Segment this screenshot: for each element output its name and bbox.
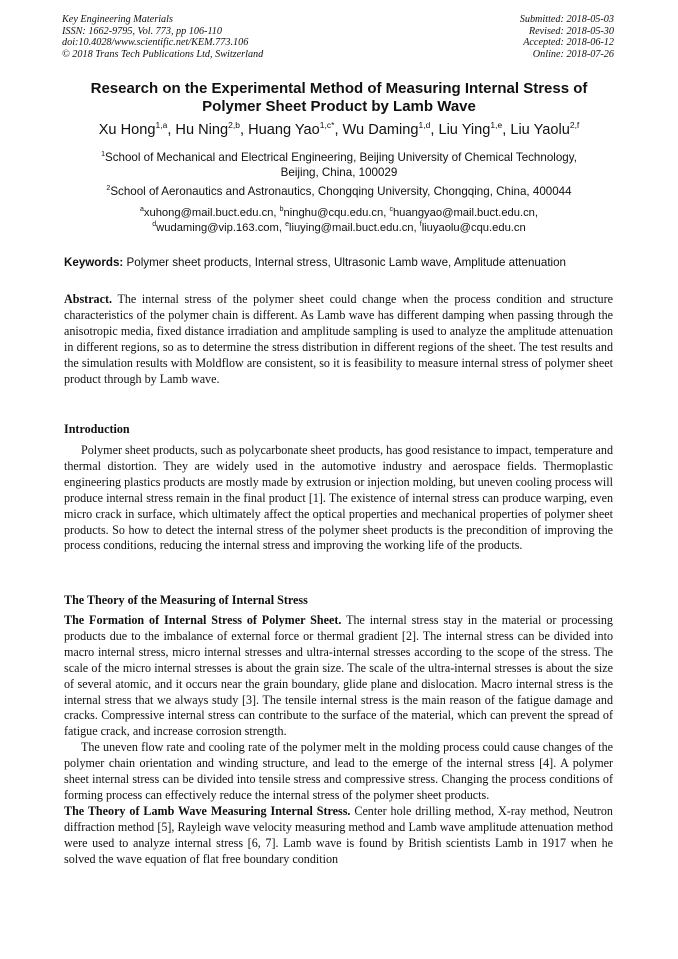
author-name: Wu Daming — [342, 122, 419, 138]
author-name: Huang Yao — [248, 122, 320, 138]
email-mark: a — [139, 206, 144, 213]
abstract — [64, 292, 613, 387]
email-address[interactable]: ninghu@cqu.edu.cn, — [283, 207, 387, 219]
theory-paragraph-1 — [64, 613, 613, 740]
introduction-heading: Introduction — [64, 422, 130, 436]
author-name: Liu Yaolu — [510, 122, 570, 138]
theory-section — [64, 613, 613, 868]
email-mark: e — [285, 220, 289, 228]
abstract-label: Abstract. — [64, 292, 113, 306]
email-address[interactable]: wudaming@vip.163.com, — [156, 221, 282, 234]
email-address[interactable]: liuying@mail.buct.edu.cn, — [288, 221, 417, 234]
abstract-text: The internal stress of the polymer sheet could change when the process condition and structure characteristics of the polymer chain is different. As Lamb wave has different damping when passing through the anisotropic media, fixed distance irradiation and amplitude sampling is used to analyze the amplitude attenuation in different regions, so as to determine the stress distribution in different regions of the sheet. The test results and the simulation results with Moldflow are consistent, so it is feasibility to measure internal stress of polymer sheet product through by Lamb wave. — [64, 292, 613, 386]
theory-paragraph-3 — [64, 804, 613, 868]
date-accepted: Accepted: 2018-06-12 — [523, 37, 614, 49]
author-name: Liu Ying — [438, 122, 491, 138]
keywords-text: Polymer sheet products, Internal stress, Ultrasonic Lamb wave, Amplitude attenuation — [126, 256, 567, 269]
date-online: Online: 2018-07-26 — [532, 48, 614, 60]
author-name: Hu Ning — [175, 122, 229, 138]
author-list: Xu Hong$^{1,a}$, Hu Ning$^{2,b}$, Huang Yao$^{1,c*}$, Wu Daming$^{1,d}$, Liu Ying$^{1,e}$, Liu Yaolu$^{2,f}$ — [98, 120, 580, 138]
email-address[interactable]: liuyaolu@cqu.edu.cn — [421, 221, 526, 234]
journal-name: Key Engineering Materials — [62, 14, 173, 25]
introduction-section — [64, 443, 613, 554]
author-name: Xu Hong — [98, 122, 156, 138]
keywords — [64, 255, 624, 270]
affiliation-mark: 2 — [106, 185, 111, 192]
author-affiliation-mark: 1,c* — [319, 120, 335, 130]
email-mark: f — [419, 220, 422, 228]
author-affiliation-mark: 1,d — [418, 120, 431, 130]
theory-subheading-formation: The Formation of Internal Stress of Polymer Sheet. — [64, 613, 342, 627]
email-address[interactable]: xuhong@mail.buct.edu.cn, — [143, 207, 277, 219]
affiliation-2 — [40, 184, 638, 199]
email-mark: b — [279, 206, 284, 213]
author-affiliation-mark: 2,b — [228, 120, 240, 130]
theory-heading: The Theory of the Measuring of Internal Stress — [64, 593, 308, 607]
affiliation-1 — [40, 150, 638, 180]
author-affiliation-mark: 1,a — [155, 120, 168, 130]
affiliation-1-line-2: Beijing, China, 100029 — [280, 166, 398, 179]
paper-title — [40, 80, 638, 116]
email-mark: c — [389, 206, 393, 213]
date-submitted: Submitted: 2018-05-03 — [519, 14, 614, 25]
email-mark: d — [152, 220, 157, 228]
paper-title-line-2: Polymer Sheet Product by Lamb Wave — [202, 98, 476, 115]
affiliation-mark: 1 — [101, 151, 105, 158]
affiliation-1-line-1: School of Mechanical and Electrical Engineering, Beijing University of Chemical Technology, — [104, 151, 577, 164]
journal-issn: ISSN: 1662-9795, Vol. 773, pp 106-110 — [62, 25, 222, 37]
paper-title-line-1: Research on the Experimental Method of Measuring Internal Stress of — [90, 80, 588, 97]
journal-copyright: © 2018 Trans Tech Publications Ltd, Switzerland — [62, 48, 264, 60]
affiliation-2-line-1: School of Aeronautics and Astronautics, Chongqing University, Chongqing, China, 400044 — [110, 185, 572, 198]
author-emails — [40, 206, 638, 235]
theory-paragraph-2: The uneven flow rate and cooling rate of the polymer melt in the molding process could cause changes of the polymer chain orientation and winding structure, and lead to the emerge of the internal stress [4]. A polymer sheet internal stress can be divided into tensile stress and compressive stress. Changing the process conditions of forming process can effectively reduce the internal stress of the polymer sheet products. — [64, 740, 613, 802]
introduction-paragraph: Polymer sheet products, such as polycarbonate sheet products, has good resistance to impact, temperature and thermal distortion. They are widely used in the automotive industry and aerospace fields. Thermoplastic engineering plastics products are mostly made by extrusion or injection molding, but uneven cooling process will produce internal stress remain in the final product [1]. The existence of internal stress can produce warping, even micro crack in surface, which ultimately affect the optical properties and mechanical properties of polymer sheet products. So how to detect the internal stress of the polymer sheet products is the precondition of improving the process conditions, reducing the internal stress and improving the working life of the products. — [64, 443, 613, 553]
keywords-label: Keywords: — [64, 256, 124, 269]
journal-doi: doi:10.4028/www.scientific.net/KEM.773.106 — [62, 37, 249, 49]
theory-subheading-lamb-wave: The Theory of Lamb Wave Measuring Internal Stress. — [64, 803, 351, 818]
author-affiliation-mark: 1,e — [490, 120, 503, 130]
author-affiliation-mark: 2,f — [569, 120, 580, 130]
theory-paragraph-1-text: The internal stress stay in the material or processing products due to the imbalance of external force or thermal gradient [2]. The internal stress can be divided into macro internal stress, micro internal stresses and ultra-internal stresses according to the scope of the stress. The scale of the micro internal stresses is about the grain size. The scale of the ultra-internal stresses is about the size of several atomic, and it occurs near the grain boundary, glide plane and dislocation. Macro internal stress is the internal stress that we always study [3]. The tensile internal stress is the main reason of the fatigue damage and cracks. Compressive internal stress can contribute to the surface of the material, which can prevent the spread of fatigue crack, and increase corrosion strength. — [64, 613, 613, 739]
submission-dates — [520, 14, 614, 60]
date-revised: Revised: 2018-05-30 — [528, 25, 614, 37]
theory-paragraph-3-text: Center hole drilling method, X-ray method, Neutron diffraction method [5], Rayleigh wave velocity measuring method and Lamb wave amplitude attenuation method were used to analyze internal stress [6, 7]. Lamb wave is found by British scientists Lamb in 1917 when he solved the wave equation of flat free boundary condition — [64, 803, 613, 866]
email-address[interactable]: huangyao@mail.buct.edu.cn, — [392, 207, 539, 219]
journal-info — [62, 14, 263, 60]
